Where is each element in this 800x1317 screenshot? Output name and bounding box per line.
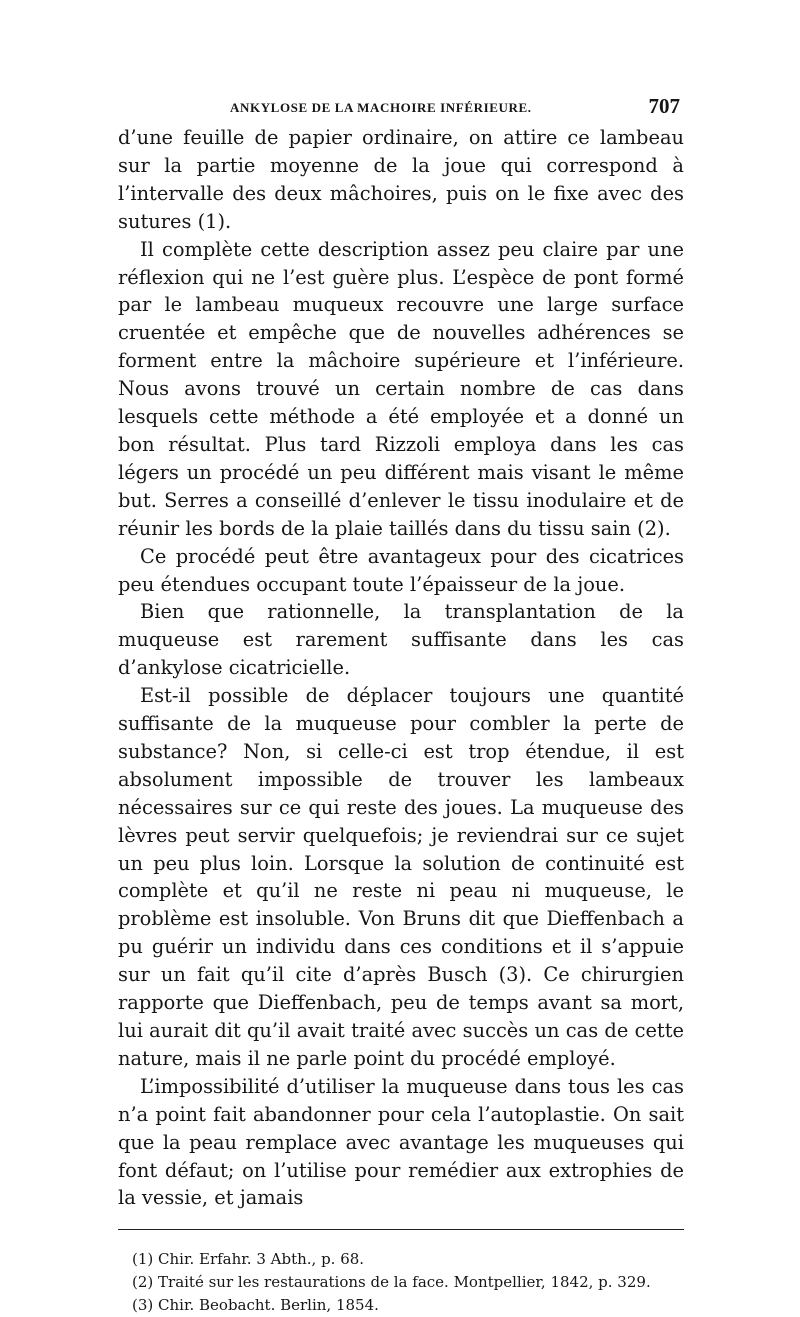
footnotes (118, 1248, 684, 1317)
footnote: (1) Chir. Erfahr. 3 Abth., p. 68. (132, 1250, 365, 1269)
footnote: (2) Traité sur les restaurations de la face. Montpellier, 1842, p. 329. (132, 1273, 651, 1292)
paragraph: Bien que rationnelle, la transplantation de la muqueuse est rarement suffisante dans les cas d’ankylose cicatricielle. (118, 600, 684, 680)
paragraph: L’impossibilité d’utiliser la muqueuse dans tous les cas n’a point fait abandonner pour cela l’autoplastie. On sait que la peau remplace avec avantage les muqueuses qui font défaut; on l’utilise pour remédier aux extrophies de la vessie, et jamais (118, 1074, 684, 1210)
paragraph: Est-il possible de déplacer toujours une quantité suffisante de la muqueuse pour combler la perte de substance? Non, si celle-ci est trop étendue, il est absolument impossible de trouver les lambeaux nécessaires sur ce qui reste des joues. La muqueuse des lèvres peut servir quelquefois; je reviendrai sur ce sujet un peu plus loin. Lorsque la solution de continuité est complète et qu’il ne reste ni peau ni muqueuse, le problème est insoluble. Von Bruns dit que Dieffenbach a pu guérir un individu dans ces conditions et il s’appuie sur un fait qu’il cite d’après Busch (3). Ce chirurgien rapporte que Dieffenbach, peu de temps avant sa mort, lui aurait dit qu’il avait traité avec succès un cas de cette nature, mais il ne parle point du procédé employé. (118, 684, 684, 1070)
footnote: (3) Chir. Beobacht. Berlin, 1854. (132, 1296, 379, 1315)
book-page (118, 94, 684, 1317)
running-title: ANKYLOSE DE LA MACHOIRE INFÉRIEURE. (230, 100, 532, 115)
paragraph: Il complète cette description assez peu claire par une réflexion qui ne l’est guère plus. L’espèce de pont formé par le lambeau muqueux recouvre une large surface cruentée et empêche que de nouvelles adhérences se forment entre la mâchoire supérieure et l’inférieure. Nous avons trouvé un certain nombre de cas dans lesquels cette méthode a été employée et a donné un bon résultat. Plus tard Rizzoli employa dans les cas légers un procédé un peu différent mais visant le même but. Serres a conseillé d’enlever le tissu inodulaire et de réunir les bords de la plaie taillés dans du tissu sain (2). (118, 237, 684, 540)
body-text (118, 124, 684, 1212)
running-header (118, 94, 684, 124)
paragraph: Ce procédé peut être avantageux pour des cicatrices peu étendues occupant toute l’épaisseur de la joue. (118, 544, 684, 596)
page-number: 707 (648, 94, 680, 118)
footnote-divider (118, 1229, 684, 1230)
paragraph-continuation: d’une feuille de papier ordinaire, on attire ce lambeau sur la partie moyenne de la joue qui correspond à l’intervalle des deux mâchoires, puis on le fixe avec des sutures (1). (118, 126, 684, 233)
